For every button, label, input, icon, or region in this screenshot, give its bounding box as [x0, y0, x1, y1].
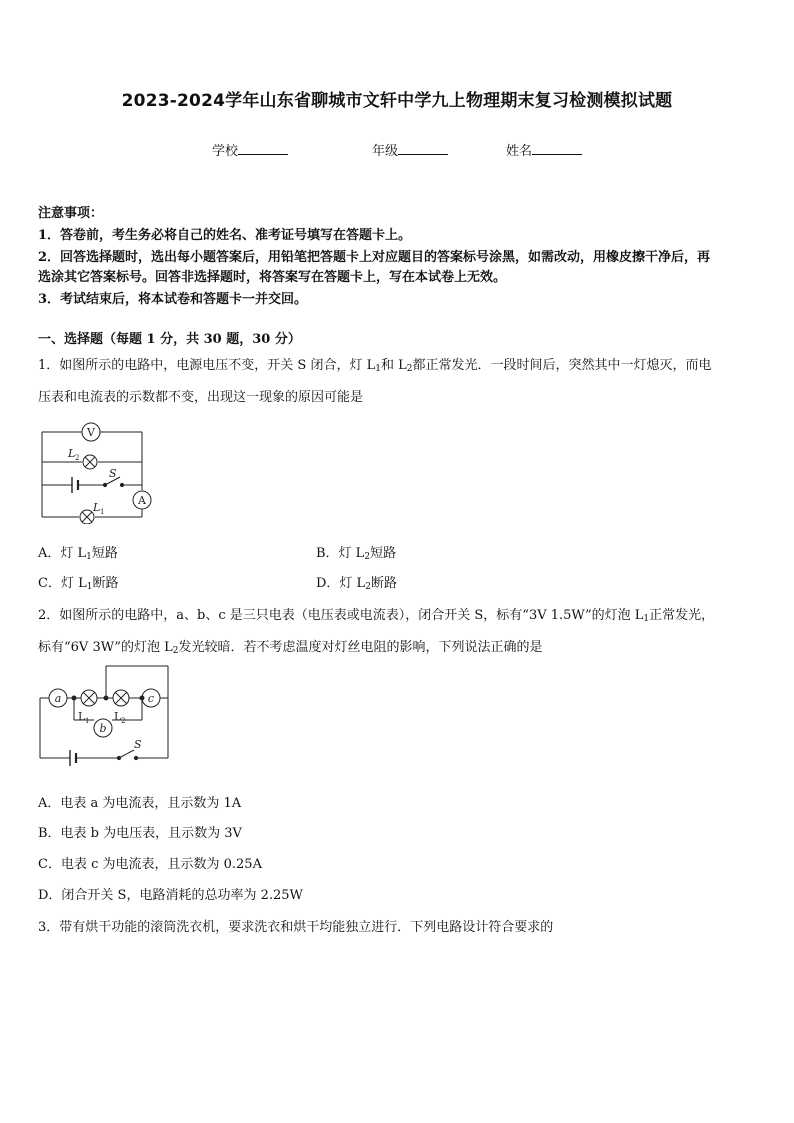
q1-option-b[interactable] — [316, 542, 396, 561]
q1-option-c[interactable] — [38, 572, 118, 591]
q1-subscript: 2 — [406, 364, 413, 374]
q1-stem-line2: 压表和电流表的示数都不变，出现这一现象的原因可能是 — [38, 390, 364, 405]
q1-option-text: C．灯 L — [38, 576, 87, 591]
q1-text: 和 L — [380, 358, 407, 373]
notice-item: 1．答卷前，考生务必将自己的姓名、准考证号填写在答题卡上。 — [38, 228, 412, 243]
q1-option-text: A．灯 L — [38, 546, 87, 561]
q1-option-text: 短路 — [91, 546, 118, 561]
q2-text: 标有“6V 3W”的灯泡 L — [38, 640, 173, 655]
q2-option-b[interactable]: B．电表 b 为电压表，且示数为 3V — [38, 826, 242, 841]
lamp-l1-label: L — [78, 710, 86, 723]
name-blank[interactable] — [532, 142, 582, 155]
section-heading: 一、选择题（每题 1 分，共 30 题，30 分） — [38, 332, 301, 347]
q1-option-a[interactable] — [38, 542, 118, 561]
lamp-l1-subscript: 1 — [100, 508, 105, 516]
notice-item: 2．回答选择题时，选出每小题答案后，用铅笔把答题卡上对应题目的答案标号涂黑，如需改动，用橡皮擦干净后，再 — [38, 250, 711, 265]
q1-option-subscript: 2 — [365, 582, 371, 592]
q1-text: 都正常发光．一段时间后，突然其中一灯熄灭，而电 — [412, 358, 712, 373]
school-blank[interactable] — [238, 142, 288, 155]
q2-text: 发光较暗．若不考虑温度对灯丝电阻的影响，下列说法正确的是 — [178, 640, 543, 655]
page-title: 2023-2024学年山东省聊城市文轩中学九上物理期末复习检测模拟试题 — [121, 91, 673, 111]
lamp-l2-label: L — [114, 710, 122, 723]
q1-option-text: B．灯 L — [316, 546, 365, 561]
q1-option-text: D．灯 L — [316, 576, 366, 591]
meter-a-label: a — [54, 692, 62, 705]
lamp-l2-subscript: 2 — [75, 454, 80, 462]
grade-field[interactable] — [372, 140, 448, 159]
voltmeter-label: V — [87, 426, 95, 439]
switch-label: S — [109, 467, 117, 480]
name-field[interactable] — [506, 140, 582, 159]
q1-option-text: 断路 — [92, 576, 119, 591]
school-field[interactable] — [212, 140, 288, 159]
q2-option-d[interactable]: D．闭合开关 S，电路消耗的总功率为 2.25W — [38, 888, 303, 903]
name-label: 姓名 — [506, 144, 533, 159]
ammeter-label: A — [138, 494, 146, 507]
lamp-l2-label: L — [68, 447, 76, 460]
meter-c-label: c — [147, 692, 155, 705]
q1-stem-line1 — [38, 354, 711, 373]
q2-text: 正常发光， — [649, 608, 715, 623]
switch-label: S — [134, 738, 142, 751]
q2-circuit-diagram — [36, 662, 176, 780]
q1-option-text: 短路 — [370, 546, 397, 561]
q1-text: 1．如图所示的电路中，电源电压不变，开关 S 闭合，灯 L — [38, 358, 376, 373]
q2-subscript: 1 — [643, 614, 650, 624]
notice-item: 3．考试结束后，将本试卷和答题卡一并交回。 — [38, 292, 308, 307]
q2-stem-line2 — [38, 636, 542, 655]
q1-option-subscript: 1 — [86, 582, 93, 592]
lamp-l1-label: L — [93, 501, 101, 514]
q1-option-text: 断路 — [370, 576, 397, 591]
notice-heading: 注意事项： — [38, 206, 104, 221]
q1-option-subscript: 1 — [86, 552, 92, 562]
q3-stem-line1: 3．带有烘干功能的滚筒洗衣机，要求洗衣和烘干均能独立进行．下列电路设计符合要求的 — [38, 920, 554, 935]
q2-text: 2．如图所示的电路中，a、b、c 是三只电表（电压表或电流表），闭合开关 S，标有“3V 1.5W”的灯泡 L — [38, 608, 644, 623]
q1-option-subscript: 2 — [364, 552, 371, 562]
q2-subscript: 2 — [172, 646, 179, 656]
q1-subscript: 1 — [375, 364, 381, 374]
q1-circuit-diagram — [36, 420, 162, 524]
q2-option-c[interactable]: C．电表 c 为电流表，且示数为 0.25A — [38, 857, 262, 872]
grade-label: 年级 — [372, 144, 399, 159]
grade-blank[interactable] — [398, 142, 448, 155]
q1-option-d[interactable] — [316, 572, 397, 591]
school-label: 学校 — [212, 144, 239, 159]
meter-b-label: b — [99, 722, 107, 735]
q2-option-a[interactable]: A．电表 a 为电流表，且示数为 1A — [38, 796, 242, 811]
notice-item: 选涂其它答案标号。回答非选择题时，将答案写在答题卡上，写在本试卷上无效。 — [38, 270, 507, 285]
lamp-l2-subscript: 2 — [121, 717, 126, 725]
q2-stem-line1 — [38, 604, 714, 623]
lamp-l1-subscript: 1 — [85, 717, 90, 725]
